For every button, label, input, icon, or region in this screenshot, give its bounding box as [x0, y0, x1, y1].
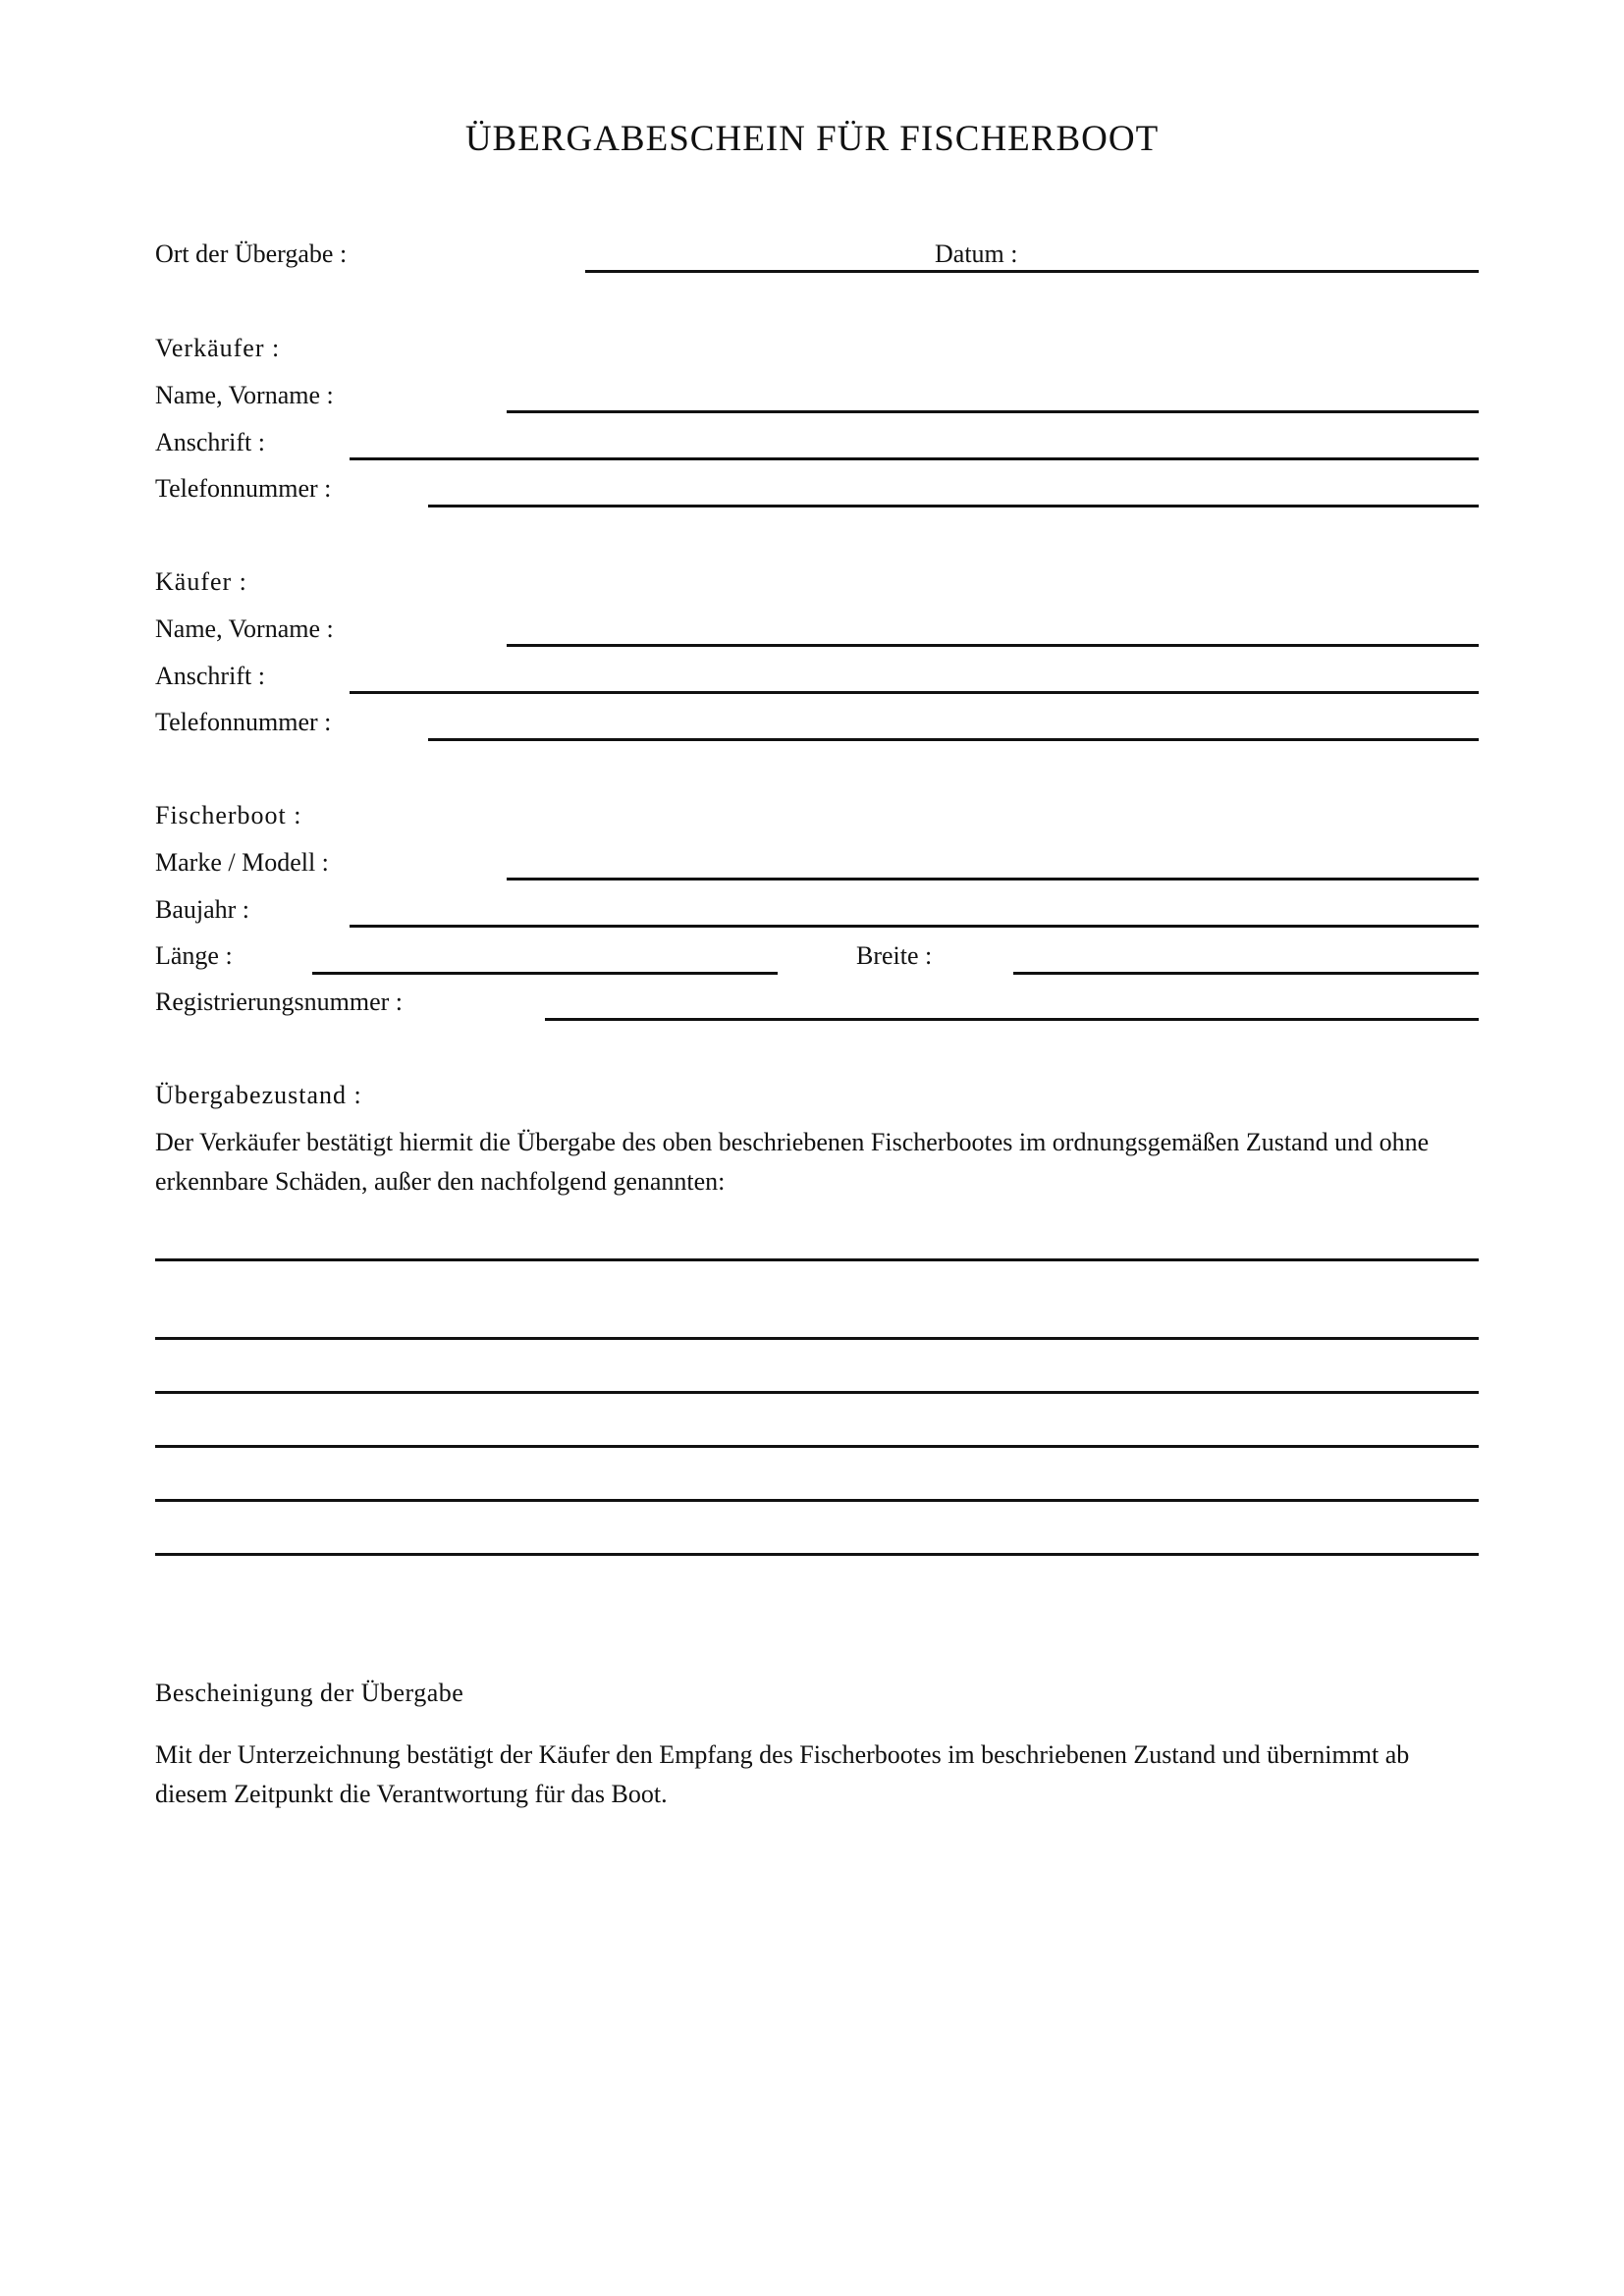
breite-label: Breite : [856, 941, 933, 970]
verkaeufer-name-input-line[interactable] [507, 410, 1479, 413]
marke-modell-input-line[interactable] [507, 878, 1479, 881]
schaden-input-line-5[interactable] [155, 1499, 1479, 1502]
bescheinigung-heading: Bescheinigung der Übergabe [155, 1679, 464, 1707]
registrierungsnummer-label: Registrierungsnummer : [155, 988, 404, 1016]
kaeufer-telefon-label: Telefonnummer : [155, 708, 332, 736]
kaeufer-name-label: Name, Vorname : [155, 614, 334, 643]
registrierungsnummer-input-line[interactable] [545, 1018, 1479, 1021]
schaden-input-line-6[interactable] [155, 1553, 1479, 1556]
breite-input-line[interactable] [1013, 972, 1479, 975]
uebergabezustand-text: Der Verkäufer bestätigt hiermit die Übergabe des oben beschriebenen Fischerbootes im ordnungsgemäßen Zustand und ohne erkennbare Schäden, außer den nachfolgend genannten: [155, 1128, 1430, 1196]
verkaeufer-telefon-input-line[interactable] [428, 505, 1479, 507]
document-title: ÜBERGABESCHEIN FÜR FISCHERBOOT [464, 119, 1160, 159]
baujahr-input-line[interactable] [350, 925, 1479, 928]
ort-label: Ort der Übergabe : [155, 240, 348, 268]
verkaeufer-heading: Verkäufer : [155, 334, 281, 362]
marke-modell-label: Marke / Modell : [155, 848, 329, 877]
schaden-input-line-4[interactable] [155, 1445, 1479, 1448]
verkaeufer-anschrift-input-line[interactable] [350, 457, 1479, 460]
kaeufer-name-input-line[interactable] [507, 644, 1479, 647]
kaeufer-anschrift-label: Anschrift : [155, 662, 265, 690]
kaeufer-anschrift-input-line[interactable] [350, 691, 1479, 694]
datum-label: Datum : [935, 240, 1018, 268]
bescheinigung-text: Mit der Unterzeichnung bestätigt der Käufer den Empfang des Fischerbootes im beschriebenen Zustand und übernimmt ab diesem Zeitpunkt die Verantwortung für das Boot. [155, 1740, 1410, 1808]
verkaeufer-name-label: Name, Vorname : [155, 381, 334, 409]
baujahr-label: Baujahr : [155, 895, 250, 924]
kaeufer-heading: Käufer : [155, 567, 247, 596]
schaden-input-line-2[interactable] [155, 1337, 1479, 1340]
verkaeufer-anschrift-label: Anschrift : [155, 428, 265, 456]
ort-datum-input-line[interactable] [585, 270, 1479, 273]
uebergabezustand-heading: Übergabezustand : [155, 1081, 362, 1109]
verkaeufer-telefon-label: Telefonnummer : [155, 474, 332, 503]
schaden-input-line-1[interactable] [155, 1258, 1479, 1261]
laenge-input-line[interactable] [312, 972, 778, 975]
schaden-input-line-3[interactable] [155, 1391, 1479, 1394]
fischerboot-heading: Fischerboot : [155, 801, 302, 829]
laenge-label: Länge : [155, 941, 233, 970]
kaeufer-telefon-input-line[interactable] [428, 738, 1479, 741]
